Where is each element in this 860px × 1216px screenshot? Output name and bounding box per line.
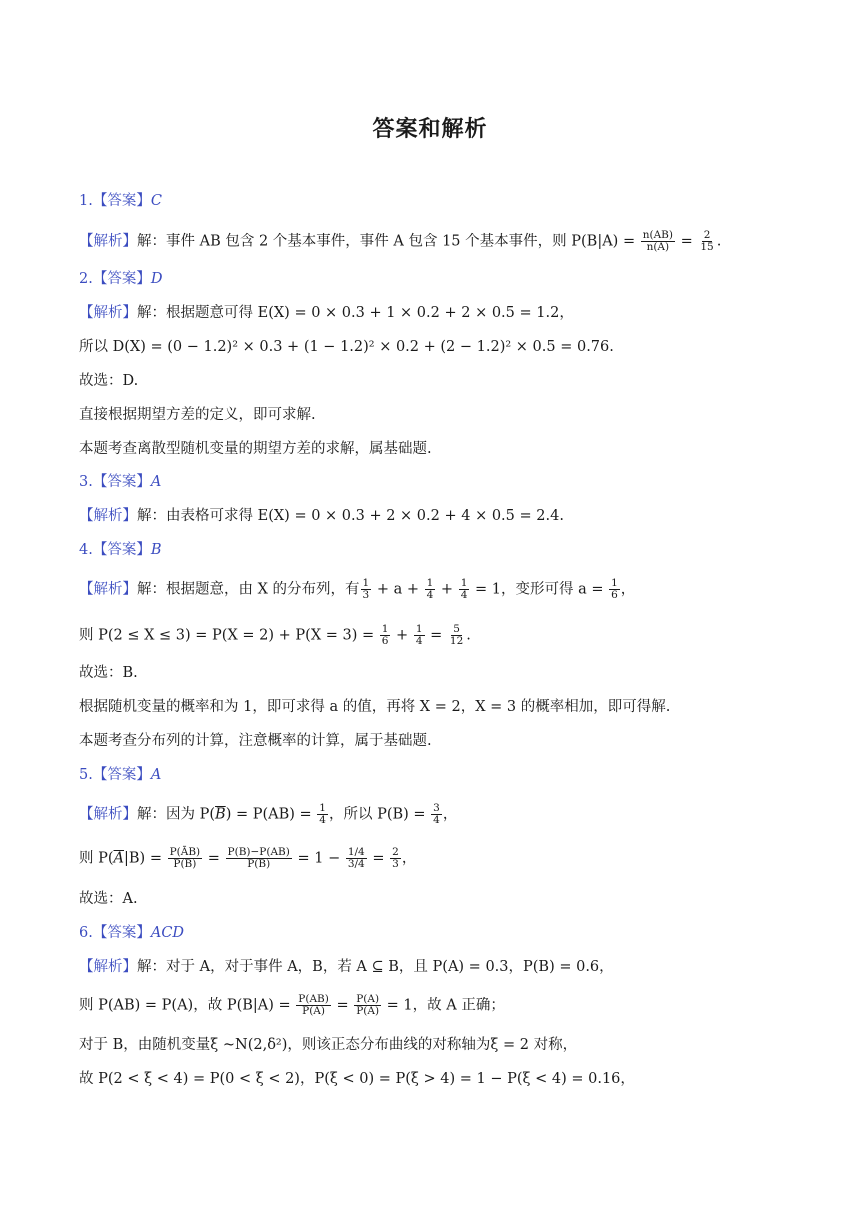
q1-fraction-1 (641, 230, 675, 253)
q6-f2-den: P(A) (356, 1005, 380, 1017)
q5-answer: A (150, 767, 162, 783)
q5-text-b: ) = P(AB) = (225, 806, 317, 823)
q5-f-a-num: 1 (319, 802, 326, 814)
q1-f1-num: n(AB) (642, 229, 673, 241)
answer-tag: 【答案】 (92, 542, 151, 558)
analysis-tag: 【解析】 (79, 305, 137, 321)
q5-eq3: = (367, 850, 390, 867)
q4-f-third-den: 3 (362, 589, 370, 601)
analysis-tag: 【解析】 (79, 806, 137, 823)
q6-line4: 故 P(2 < ξ < 4) = P(0 < ξ < 2)，P(ξ < 0) = P(ξ > 4) = 1 − P(ξ < 4) = 0.16， (79, 1071, 635, 1087)
q4-frac-quarter-b (414, 624, 425, 647)
answer-tag: 【答案】 (92, 271, 151, 287)
q5-frac-f (390, 847, 401, 870)
q1-end: . (716, 233, 722, 250)
q4-f-quarter-den: 4 (415, 635, 423, 647)
q1-text: 解：事件 AB 包含 2 个基本事件，事件 A 包含 15 个基本事件，则 P(B|A) = (137, 233, 640, 250)
q6-f1-den: P(A) (302, 1005, 325, 1017)
q5-f-f-num: 2 (392, 846, 399, 858)
q1-answer-line (79, 190, 162, 212)
q4-f-quarter-num: 1 (415, 623, 423, 635)
q4-plus: + (436, 581, 458, 598)
q4-f-quarter-den: 4 (460, 589, 468, 601)
q5-a-bar: $\overline{A}$ (113, 850, 125, 867)
q5-eq2: = 1 − (292, 850, 345, 867)
page-title: 答案和解析 (372, 117, 488, 142)
q1-f2-num: 2 (703, 229, 711, 241)
q2-line5: 本题考查离散型随机变量的期望方差的求解，属基础题. (79, 441, 432, 457)
q6-line1: 解：对于 A，对于事件 A，B，若 A ⊆ B，且 P(A) = 0.3，P(B) = 0.6， (137, 959, 614, 975)
q4-frac-sixth (609, 578, 620, 601)
q5-frac-d (226, 847, 292, 870)
q5-eq: = (203, 850, 225, 867)
q4-frac-third (361, 578, 372, 601)
q5-analysis-line (79, 803, 457, 826)
q6-f2-num: P(A) (356, 993, 380, 1005)
q6-line2 (79, 994, 505, 1017)
q6-eq: = (331, 997, 354, 1014)
q4-frac-result (448, 624, 465, 647)
q5-line3: 故选：A. (79, 891, 138, 907)
analysis-tag: 【解析】 (79, 581, 137, 598)
q4-number: 4. (79, 542, 93, 558)
q4-frac-sixth-b (380, 624, 391, 647)
q5-text-d: ， (442, 806, 458, 823)
q4-f-quarter-num: 1 (460, 577, 468, 589)
q5-frac-e (346, 847, 367, 870)
q4-eq1: = 1，变形可得 a = (470, 581, 609, 598)
q5-f-a-den: 4 (319, 814, 326, 826)
q4-answer: B (150, 542, 162, 558)
q4-f-res-den: 12 (449, 635, 464, 647)
q4-f-sixth-num: 1 (381, 623, 389, 635)
answer-tag: 【答案】 (92, 925, 151, 941)
q6-line3: 对于 B，由随机变量ξ ~N(2,δ²)，则该正态分布曲线的对称轴为ξ = 2 对称， (79, 1037, 578, 1053)
q5-frac-c (168, 847, 203, 870)
q4-f-quarter-den: 4 (426, 589, 434, 601)
q4-plus: + (391, 627, 413, 644)
q6-frac-2 (354, 994, 381, 1017)
q5-f-d-num: P(B)−P(AB) (227, 846, 290, 858)
q1-analysis-line (79, 230, 721, 253)
q5-b-bar: $\overline{B}$ (215, 806, 226, 823)
q6-number: 6. (79, 925, 93, 941)
q2-answer-line (79, 268, 162, 290)
q6-answer-line (79, 922, 184, 944)
answer-tag: 【答案】 (92, 193, 151, 209)
q1-f2-den: 15 (700, 241, 714, 253)
q4-line2-text: 则 P(2 ≤ X ≤ 3) = P(X = 2) + P(X = 3) = (79, 627, 379, 644)
q2-answer: D (150, 271, 163, 287)
q4-plus-a: + a + (372, 581, 424, 598)
q4-line5: 本题考查分布列的计算，注意概率的计算，属于基础题. (79, 733, 432, 749)
q4-eq: = (425, 627, 447, 644)
q5-f-d-den: P(B) (247, 858, 271, 870)
q5-line2-end: ， (401, 850, 417, 867)
q4-comma: ， (620, 581, 636, 598)
q3-number: 3. (79, 474, 93, 490)
q5-f-e-num: 1/4 (347, 846, 365, 858)
q3-line1: 解：由表格可求得 E(X) = 0 × 0.3 + 2 × 0.2 + 4 × 0.5 = 2.4. (137, 508, 564, 524)
q5-text-a: 解：因为 P( (137, 806, 216, 823)
analysis-tag: 【解析】 (79, 959, 137, 975)
q4-f-sixth-den: 6 (381, 635, 389, 647)
q3-answer-line (79, 471, 161, 493)
q3-answer: A (150, 474, 162, 490)
q6-analysis-line (79, 956, 614, 978)
q5-frac-b (431, 803, 442, 826)
q5-answer-line (79, 764, 161, 786)
q6-answer: ACD (150, 925, 185, 941)
q5-line2-b: |B) = (124, 850, 167, 867)
q2-number: 2. (79, 271, 93, 287)
answer-tag: 【答案】 (92, 767, 151, 783)
q4-period: . (466, 627, 471, 644)
q1-f1-den: n(A) (646, 241, 670, 253)
answer-tag: 【答案】 (92, 474, 151, 490)
q5-f-b-num: 3 (433, 802, 440, 814)
q4-f-quarter-num: 1 (426, 577, 434, 589)
q4-line3: 故选：B. (79, 665, 138, 681)
q4-f-res-num: 5 (453, 623, 460, 635)
q5-f-c-den: P(B) (173, 858, 197, 870)
q4-line4: 根据随机变量的概率和为 1，即可求得 a 的值，再将 X = 2，X = 3 的概率相加，即可得解. (79, 699, 671, 715)
q5-text-c: ，所以 P(B) = (328, 806, 431, 823)
q4-analysis-line (79, 578, 635, 601)
q5-frac-a (317, 803, 328, 826)
q4-text-a: 解：根据题意，由 X 的分布列，有 (137, 581, 360, 598)
q1-eq: = (675, 233, 698, 250)
q6-f1-num: P(AB) (298, 993, 329, 1005)
q6-line2-b: = 1，故 A 正确； (382, 997, 505, 1014)
q5-f-f-den: 3 (392, 858, 399, 870)
q4-answer-line (79, 539, 162, 561)
analysis-tag: 【解析】 (79, 233, 137, 250)
q4-line2 (79, 624, 471, 647)
q4-frac-quarter-2 (459, 578, 470, 601)
q2-analysis-line (79, 302, 574, 324)
q5-line2 (79, 847, 416, 870)
q1-number: 1. (79, 193, 93, 209)
q5-number: 5. (79, 767, 93, 783)
q4-f-sixth-num: 1 (611, 577, 618, 589)
q2-line2: 所以 D(X) = (0 − 1.2)² × 0.3 + (1 − 1.2)² × 0.2 + (2 − 1.2)² × 0.5 = 0.76. (79, 339, 614, 355)
q2-line1: 解：根据题意可得 E(X) = 0 × 0.3 + 1 × 0.2 + 2 × 0.5 = 1.2， (137, 305, 574, 321)
q2-line3: 故选：D. (79, 373, 139, 389)
q6-line2-a: 则 P(AB) = P(A)，故 P(B|A) = (79, 997, 296, 1014)
q5-f-b-den: 4 (433, 814, 440, 826)
q4-f-third-num: 1 (362, 577, 370, 589)
q2-line4: 直接根据期望方差的定义，即可求解. (79, 407, 316, 423)
q5-f-c-num: P(ĀB) (169, 846, 201, 858)
q5-f-e-den: 3/4 (347, 858, 365, 870)
q3-analysis-line (79, 505, 564, 527)
q5-line2-a: 则 P( (79, 850, 114, 867)
q1-answer: C (150, 193, 162, 209)
q6-frac-1 (296, 994, 331, 1017)
q1-fraction-2 (698, 230, 715, 253)
q4-f-sixth-den: 6 (611, 589, 618, 601)
q4-frac-quarter-1 (425, 578, 436, 601)
analysis-tag: 【解析】 (79, 508, 137, 524)
